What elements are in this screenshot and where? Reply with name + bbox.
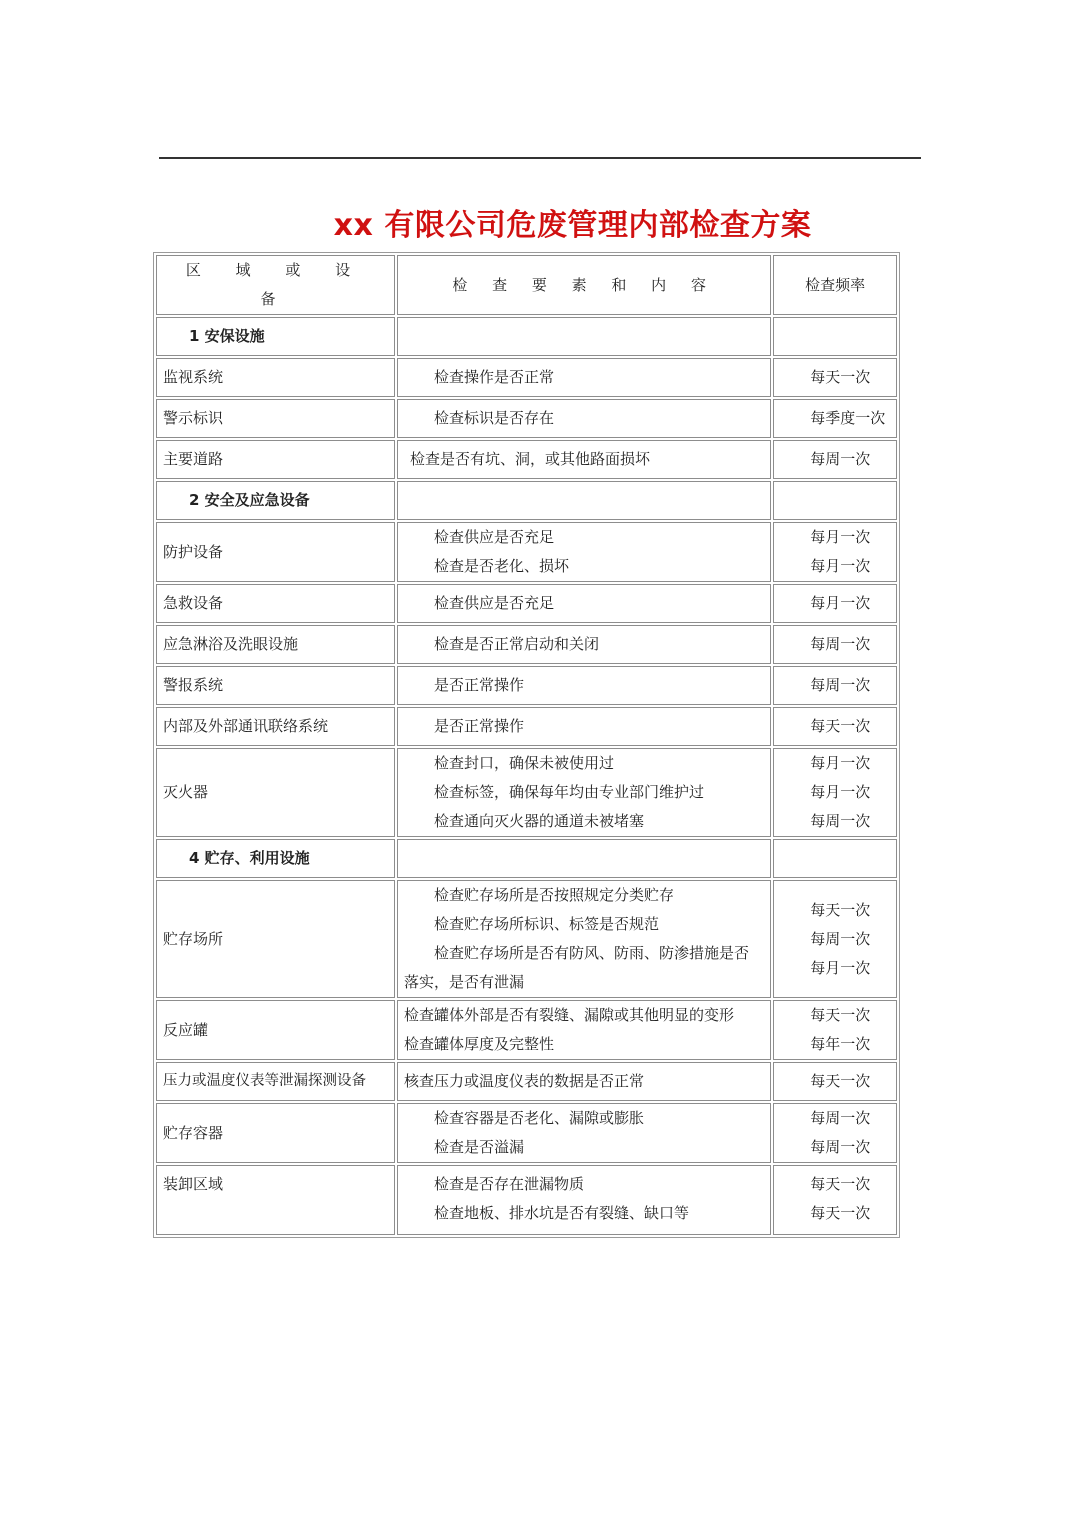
- frequency-cell: [773, 358, 897, 397]
- table-row: [156, 440, 897, 479]
- content-line: 检查贮存场所是否有防风、防雨、防渗措施是否: [434, 944, 750, 962]
- content-cell: [397, 748, 771, 837]
- frequency-line: 每月一次: [810, 754, 871, 772]
- frequency-cell: [773, 440, 897, 479]
- section-label: 4 贮存、利用设施: [156, 839, 395, 878]
- frequency-cell: [773, 625, 897, 664]
- content-line: 是否正常操作: [434, 717, 525, 735]
- content-cell: [397, 1165, 771, 1235]
- content-line: 检查是否正常启动和关闭: [434, 635, 600, 653]
- empty-cell: [397, 839, 771, 878]
- content-line: 核查压力或温度仪表的数据是否正常: [404, 1072, 645, 1090]
- section-row: [156, 317, 897, 356]
- empty-cell: [773, 839, 897, 878]
- frequency-cell: [773, 1062, 897, 1101]
- area-cell: 装卸区域: [156, 1165, 395, 1235]
- table-row: [156, 1062, 897, 1101]
- frequency-line: 每天一次: [810, 1175, 871, 1193]
- content-cell: [397, 707, 771, 746]
- area-cell: 主要道路: [156, 440, 395, 479]
- content-line: 检查地板、排水坑是否有裂缝、缺口等: [434, 1204, 690, 1222]
- content-cell: [397, 1062, 771, 1101]
- empty-cell: [773, 481, 897, 520]
- frequency-cell: [773, 666, 897, 705]
- frequency-line: 每天一次: [810, 1204, 871, 1222]
- frequency-line: 每月一次: [810, 783, 871, 801]
- content-cell: [397, 625, 771, 664]
- table-row: [156, 880, 897, 998]
- content-line: 检查容器是否老化、漏隙或膨胀: [434, 1109, 645, 1127]
- table-row: [156, 666, 897, 705]
- content-line: 是否正常操作: [434, 676, 525, 694]
- content-line: 检查贮存场所是否按照规定分类贮存: [434, 886, 675, 904]
- header-frequency: 检查频率: [773, 255, 897, 315]
- content-line: 检查操作是否正常: [434, 368, 555, 386]
- frequency-line: 每天一次: [810, 900, 871, 919]
- area-cell: 贮存场所: [156, 880, 395, 998]
- content-line: 检查标识是否存在: [434, 409, 555, 427]
- content-line: 检查是否溢漏: [434, 1138, 525, 1156]
- content-line: 检查通向灭火器的通道未被堵塞: [434, 812, 645, 830]
- frequency-line: 每月一次: [810, 594, 871, 612]
- section-row: [156, 481, 897, 520]
- frequency-line: 每周一次: [810, 1138, 871, 1156]
- area-cell: 应急淋浴及洗眼设施: [156, 625, 395, 664]
- frequency-cell: [773, 880, 897, 998]
- frequency-cell: [773, 1103, 897, 1163]
- frequency-line: 每季度一次: [810, 409, 886, 427]
- content-cell: [397, 584, 771, 623]
- area-cell: 监视系统: [156, 358, 395, 397]
- area-cell: 灭火器: [156, 748, 395, 837]
- frequency-cell: [773, 399, 897, 438]
- content-line: 检查供应是否充足: [434, 594, 555, 612]
- frequency-line: 每月一次: [810, 958, 871, 977]
- area-cell: 防护设备: [156, 522, 395, 582]
- frequency-cell: [773, 1000, 897, 1060]
- table-row: [156, 1165, 897, 1235]
- content-cell: [397, 358, 771, 397]
- content-cell: [397, 1000, 771, 1060]
- content-line: 检查是否有坑、洞，或其他路面损坏: [410, 450, 651, 468]
- frequency-line: 每天一次: [810, 368, 871, 386]
- frequency-cell: [773, 522, 897, 582]
- empty-cell: [397, 481, 771, 520]
- content-line: 检查是否老化、损坏: [434, 557, 570, 575]
- header-content: 检 查 要 素 和 内 容: [397, 255, 771, 315]
- content-line: 检查封口，确保未被使用过: [434, 754, 615, 772]
- content-cell: [397, 880, 771, 998]
- frequency-line: 每周一次: [810, 676, 871, 694]
- table-row: [156, 358, 897, 397]
- frequency-line: 每月一次: [810, 557, 871, 575]
- content-line: 检查供应是否充足: [434, 528, 555, 546]
- content-cell: [397, 1103, 771, 1163]
- table-row: [156, 625, 897, 664]
- frequency-line: 每天一次: [810, 1006, 871, 1024]
- table-row: [156, 1103, 897, 1163]
- header-area: 区 域 或 设 备: [156, 255, 395, 315]
- content-cell: [397, 440, 771, 479]
- content-cell: [397, 666, 771, 705]
- area-cell: 警报系统: [156, 666, 395, 705]
- table-row: [156, 707, 897, 746]
- frequency-line: 每年一次: [810, 1035, 871, 1053]
- content-line: 检查罐体外部是否有裂缝、漏隙或其他明显的变形: [404, 1006, 735, 1024]
- section-label: 2 安全及应急设备: [156, 481, 395, 520]
- inspection-table: [153, 252, 900, 1238]
- table-row: [156, 748, 897, 837]
- content-line: 检查贮存场所标识、标签是否规范: [434, 915, 660, 933]
- table-header-row: [156, 255, 897, 315]
- area-cell: 反应罐: [156, 1000, 395, 1060]
- frequency-cell: [773, 1165, 897, 1235]
- frequency-line: 每天一次: [810, 1072, 871, 1090]
- area-cell: 贮存容器: [156, 1103, 395, 1163]
- area-cell: 警示标识: [156, 399, 395, 438]
- frequency-cell: [773, 707, 897, 746]
- section-label: 1 安保设施: [156, 317, 395, 356]
- frequency-cell: [773, 584, 897, 623]
- table-row: [156, 522, 897, 582]
- frequency-line: 每月一次: [810, 528, 871, 546]
- frequency-line: 每周一次: [810, 635, 871, 653]
- frequency-line: 每周一次: [810, 812, 871, 830]
- content-line: 检查是否存在泄漏物质: [434, 1175, 585, 1193]
- table-row: [156, 399, 897, 438]
- frequency-line: 每周一次: [810, 929, 871, 948]
- table-row: [156, 584, 897, 623]
- content-cell: [397, 399, 771, 438]
- frequency-cell: [773, 748, 897, 837]
- content-line: 检查罐体厚度及完整性: [404, 1035, 555, 1053]
- frequency-line: 每周一次: [810, 450, 871, 468]
- frequency-line: 每周一次: [810, 1109, 871, 1127]
- area-cell: 急救设备: [156, 584, 395, 623]
- section-row: [156, 839, 897, 878]
- empty-cell: [773, 317, 897, 356]
- header-rule: [159, 157, 921, 159]
- empty-cell: [397, 317, 771, 356]
- content-line: 落实，是否有泄漏: [404, 973, 525, 991]
- frequency-line: 每天一次: [810, 717, 871, 735]
- area-cell: 内部及外部通讯联络系统: [156, 707, 395, 746]
- content-line: 检查标签，确保每年均由专业部门维护过: [434, 783, 705, 801]
- document-title: xx 有限公司危废管理内部检查方案: [333, 208, 812, 243]
- area-cell: 压力或温度仪表等泄漏探测设备: [156, 1062, 395, 1101]
- content-cell: [397, 522, 771, 582]
- table-row: [156, 1000, 897, 1060]
